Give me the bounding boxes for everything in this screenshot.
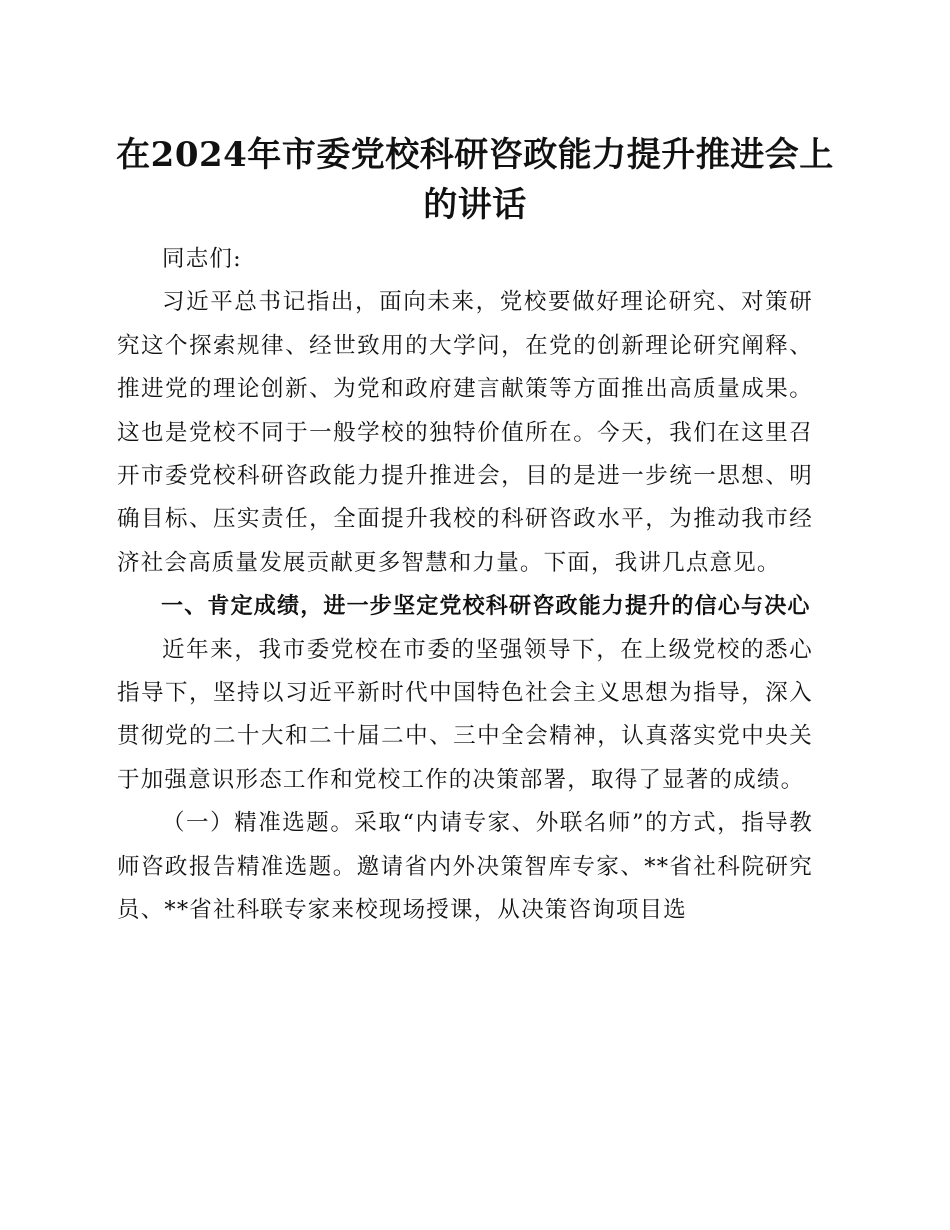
section-heading: 一、肯定成绩，进一步坚定党校科研咨政能力提升的信心与决心 [161, 594, 811, 620]
intro-paragraph: 习近平总书记指出，面向未来，党校要做好理论研究、对策研究这个探索规律、经世致用的大学问，在党的创新理论研究阐释、推进党的理论创新、为党和政府建言献策等方面推出高质量成果。这也是党校不同于一般学校的独特价值所在。今天，我们在这里召开市委党校科研咨政能力提升推进会，目的是进一步统一思想、明确目标、压实责任，全面提升我校的科研咨政水平，为推动我市经济社会高质量发展贡献更多智慧和力量。下面，我讲几点意见。 [117, 289, 813, 576]
salutation: 同志们: [162, 246, 242, 272]
subsection-paragraph: （一）精准选题。采取“内请专家、外联名师”的方式，指导教师咨政报告精准选题。邀请省内外决策智库专家、**省社科院研究员、**省社科联专家来校现场授课，从决策咨询项目选 [117, 810, 813, 924]
document-body [117, 238, 813, 933]
section-paragraph: 近年来，我市委党校在市委的坚强领导下，在上级党校的悉心指导下，坚持以习近平新时代中国特色社会主义思想为指导，深入贯彻党的二十大和二十届二中、三中全会精神，认真落实党中央关于加强意识形态工作和党校工作的决策部署，取得了显著的成绩。 [117, 636, 813, 793]
document-title: 在2024年市委党校科研咨政能力提升推进会上的讲话 [116, 135, 834, 225]
